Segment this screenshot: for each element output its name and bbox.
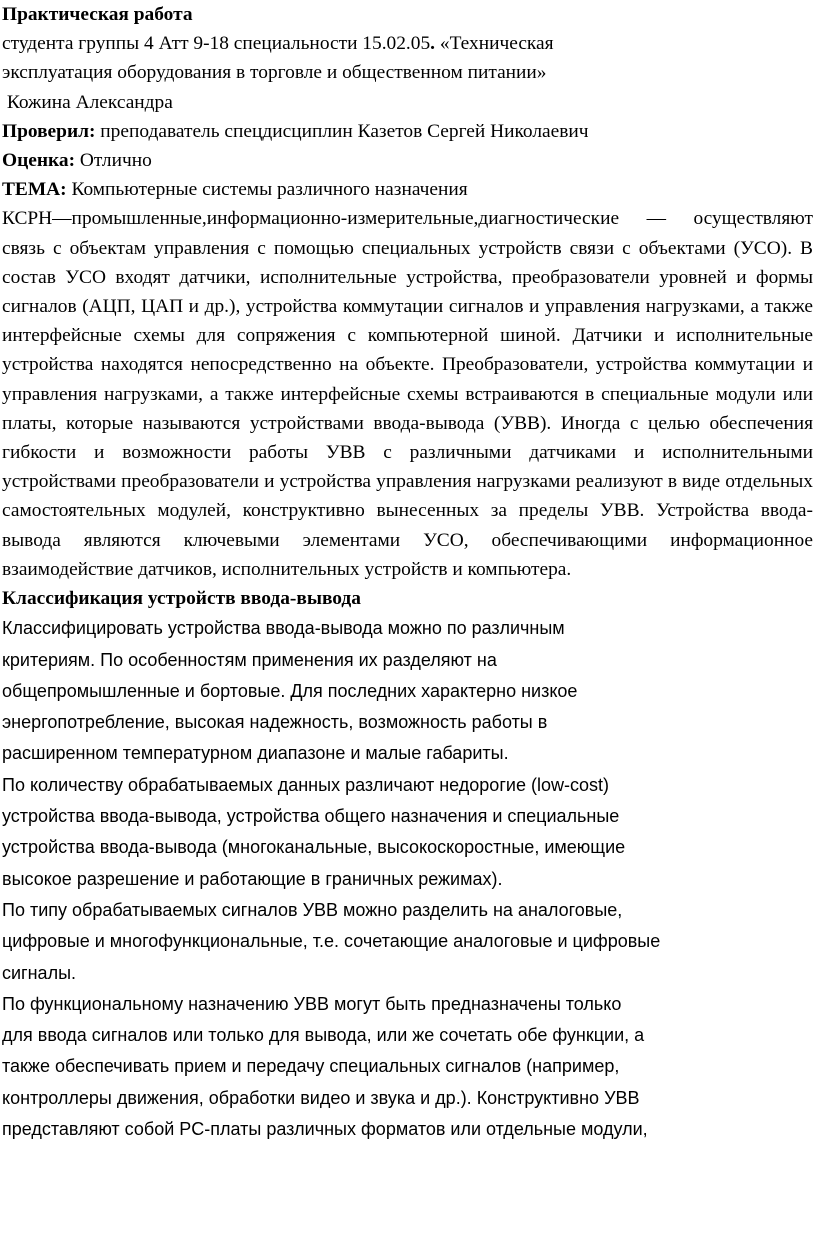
p4-line: По функциональному назначению УВВ могут быть предназначены только	[2, 993, 622, 1014]
topic-line: ТЕМА: Компьютерные системы различного назначения	[2, 179, 468, 201]
p1-line: общепромышленные и бортовые. Для последних характерно низкое	[2, 680, 578, 701]
p3-line: сигналы.	[2, 962, 77, 983]
paragraph-1	[2, 613, 813, 769]
paragraph-2	[2, 770, 813, 895]
p3-line: По типу обрабатываемых сигналов УВВ можно разделить на аналоговые,	[2, 899, 623, 920]
p1-line: Классифицировать устройства ввода-вывода можно по различным	[2, 618, 565, 639]
grade-line: Оценка: Отлично	[2, 150, 152, 172]
paragraph-3	[2, 895, 813, 989]
p1-line: энергопотребление, высокая надежность, возможность работы в	[2, 712, 548, 733]
p4-line: контроллеры движения, обработки видео и звука и др.). Конструктивно УВВ	[2, 1087, 640, 1108]
document-title: Практическая работа	[2, 4, 193, 25]
p2-line: высокое разрешение и работающие в граничных режимах).	[2, 868, 503, 889]
p1-line: критериям. По особенностям применения их разделяют на	[2, 649, 497, 670]
p3-line: цифровые и многофункциональные, т.е. сочетающие аналоговые и цифровые	[2, 931, 661, 952]
intro-paragraph: КСРН—промышленные,информационно-измерительные,диагностические — осуществляют связь с объектам управления с помощью специальных устройств связи с объектами (УСО). В состав УСО входят датчики, исполнительные устройства, преобразователи уровней и формы сигналов (АЦП, ЦАП и др.), устройства коммутации сигналов и управления нагрузками, а также интерфейсные схемы для сопряжения с компьютерной шиной. Датчики и исполнительные устройства находятся непосредственно на объекте. Преобразователи, устройства коммутации и управления нагрузками, а также интерфейсные схемы встраиваются в специальные модули или платы, которые называются устройствами ввода-вывода (УВВ). Иногда с целью обеспечения гибкости и возможности работы УВВ с различными датчиками и исполнительными устройствами преобразователи и устройства управления нагрузками реализуют в виде отдельных самостоятельных модулей, конструктивно вынесенных за пределы УВВ. Устройства ввода-вывода являются ключевыми элементами УСО, обеспечивающими информационное взаимодействие датчиков, исполнительных устройств и компьютера.	[2, 208, 813, 580]
student-name: Кожина Александра	[2, 91, 173, 113]
paragraph-4	[2, 989, 813, 1145]
classification-section	[2, 613, 813, 1145]
p4-line: также обеспечивать прием и передачу специальных сигналов (например,	[2, 1056, 620, 1077]
student-info-line: студента группы 4 Атт 9-18 специальности 15.02.05. «Техническая	[2, 33, 554, 55]
p2-line: По количеству обрабатываемых данных различают недорогие (low-cost)	[2, 774, 609, 795]
p1-line: расширенном температурном диапазоне и малые габариты.	[2, 743, 509, 764]
p4-line: представляют собой PC-платы различных форматов или отдельные модули,	[2, 1119, 648, 1140]
checked-by-line: Проверил: преподаватель спецдисциплин Казетов Сергей Николаевич	[2, 120, 589, 142]
section-heading: Классификация устройств ввода-вывода	[2, 588, 361, 610]
p4-line: для ввода сигналов или только для вывода, или же сочетать обе функции, а	[2, 1025, 645, 1046]
p2-line: устройства ввода-вывода (многоканальные, высокоскоростные, имеющие	[2, 837, 626, 858]
p2-line: устройства ввода-вывода, устройства общего назначения и специальные	[2, 806, 620, 827]
header-block	[2, 0, 813, 613]
specialty-line: эксплуатация оборудования в торговле и общественном питании»	[2, 62, 547, 84]
